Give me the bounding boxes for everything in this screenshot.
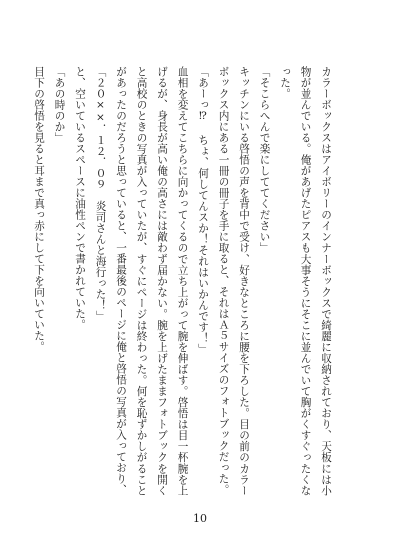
paragraph-5: 血相を変えてこちらに向かってくるので立ち上がって腕を伸ばす。啓悟は目一杯腕を上げるが、身長が高い俺の高さには敵わず届かない。腕を上げたままフォトブックを開くと高校のときの写真が入っていたが、すぐにページは終わった。何を恥ずかしがることがあったのだろうと思っていると、一番最後のページに俺と啓悟の写真が入っており、: [115, 66, 189, 496]
vertical-text-block: [29, 66, 337, 496]
paragraph-4: 「あーっ⁉ ちょ、何してんスか！それはいかんです！」: [197, 66, 209, 355]
paragraph-1: カラーボックスはアイボリーのインナーボックスで綺麗に収納されており、天板には小物が並んでいる。俺があげたピアスも大事そうにそこに並んでいて胸がくすぐったくなった。: [279, 66, 332, 496]
page-number: 10: [193, 512, 207, 525]
paragraph-6: 「２０××．１２．０９ 炎司さんと海行った！」: [94, 66, 107, 322]
paragraph-7: と、空いているスペースに油性ペンで書かれていた。: [74, 66, 86, 330]
paragraph-8: 「あの時のか」: [53, 66, 66, 143]
paragraph-2: 「そこらへんで楽にしててください」: [258, 66, 271, 253]
paragraph-3: キッチンにいる啓悟の声を背中で受け、好きなところに腰を下ろした。目の前のカラーボックス内にある一冊の冊子を手に取ると、それはＡ５サイズのフォトブックだった。: [217, 66, 250, 496]
paragraph-9: 目下の啓悟を見ると耳まで真っ赤にして下を向いていた。: [33, 66, 45, 352]
